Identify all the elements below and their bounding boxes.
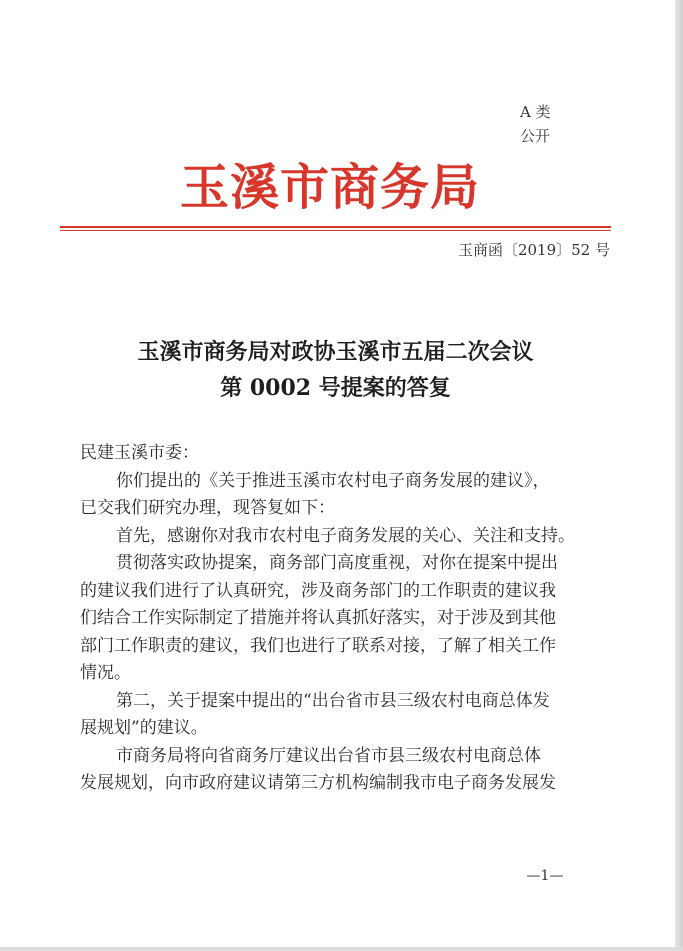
classification-block — [520, 100, 590, 148]
body-line: 你们提出的《关于推进玉溪市农村电子商务发展的建议》， — [116, 470, 550, 491]
classification-level: A 类 — [520, 103, 551, 121]
title-line-1: 玉溪市商务局对政协玉溪市五届二次会议 — [137, 339, 534, 365]
letterhead-title: 玉溪市商务局 — [180, 158, 481, 216]
letterhead-divider — [60, 226, 611, 228]
body-line: 情况。 — [80, 663, 131, 683]
title-line-2: 第 0002 号提案的答复 — [220, 375, 451, 401]
body-line: 贯彻落实政协提案，商务部门高度重视，对你在提案中提出 — [116, 553, 558, 573]
body-line: 们结合工作实际制定了措施并将认真抓好落实，对于涉及到其他 — [80, 608, 556, 628]
document-title — [60, 334, 611, 406]
letterhead-divider-thin — [60, 230, 611, 231]
page-edge-shadow — [675, 0, 683, 951]
body-line: 发展规划，向市政府建议请第三方机构编制我市电子商务发展发 — [80, 773, 556, 793]
body-line: 首先，感谢你对我市农村电子商务发展的关心、关注和支持。 — [116, 525, 575, 546]
salutation: 民建玉溪市委： — [80, 443, 199, 463]
body-line: 的建议我们进行了认真研究，涉及商务部门的工作职责的建议我 — [80, 580, 556, 601]
disclosure-status: 公开 — [520, 127, 551, 145]
body-line: 第二，关于提案中提出的“出台省市县三级农村电商总体发 — [116, 690, 550, 711]
letter-body — [80, 440, 600, 798]
body-line: 已交我们研究办理，现答复如下： — [80, 498, 335, 518]
body-line: 展规划”的建议。 — [80, 718, 208, 738]
body-line: 市商务局将向省商务厅建议出台省市县三级农村电商总体 — [116, 745, 541, 766]
document-number: 玉商函〔2019〕52 号 — [457, 241, 610, 259]
body-line: 部门工作职责的建议，我们也进行了联系对接，了解了相关工作 — [80, 635, 556, 656]
page-number: —1— — [526, 868, 564, 884]
page-bottom-edge — [0, 947, 683, 951]
